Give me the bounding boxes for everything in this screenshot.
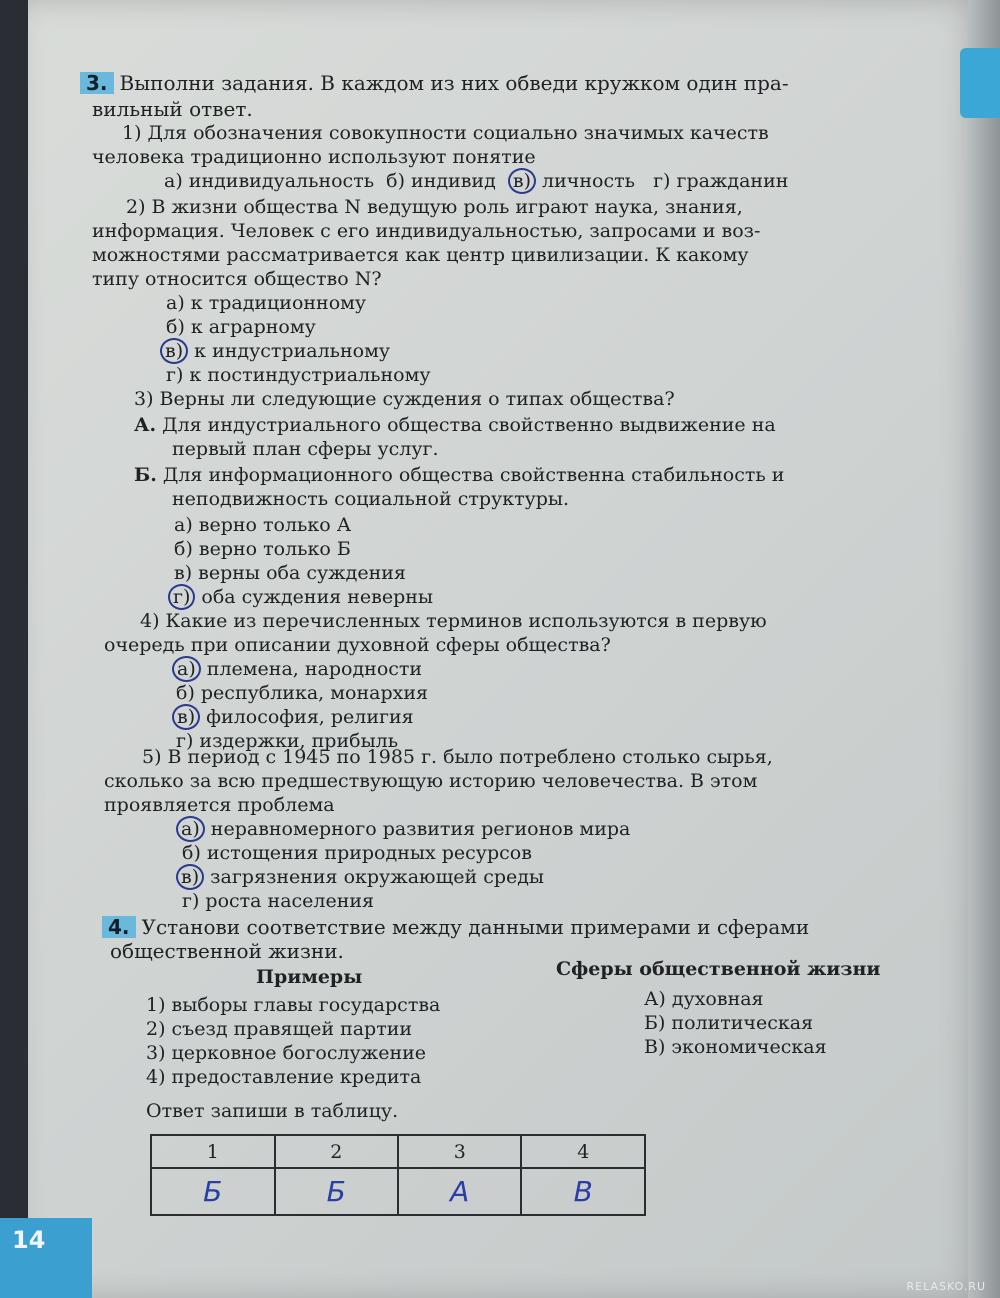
answer-table	[150, 1134, 646, 1216]
q3-statement-b-line1: Б. Для информационного общества свойственна стабильность и	[134, 464, 785, 486]
page-number: 14	[0, 1218, 92, 1298]
q4-option-d: г) издержки, прибыль	[176, 730, 399, 752]
q1-line2: человека традиционно используют понятие	[92, 146, 536, 168]
q2-option-a: а) к традиционному	[166, 292, 367, 314]
task4-intro-line2: общественной жизни.	[110, 939, 344, 963]
q3-option-c: в) верны оба суждения	[174, 562, 406, 584]
corner-tab	[960, 48, 1000, 118]
circled-answer: в)	[160, 338, 188, 364]
q2-option-b: б) к аграрному	[166, 316, 316, 338]
task4-number: 4.	[102, 916, 136, 938]
q2-line3: можностями рассматривается как центр цивилизации. К какому	[92, 244, 749, 266]
circled-answer: а)	[176, 816, 205, 842]
q2-option-c: в) к индустриальному	[160, 340, 390, 362]
q5-option-a: а) неравномерного развития регионов мира	[176, 818, 630, 840]
q3-statement-b-line2: неподвижность социальной структуры.	[172, 488, 570, 510]
task4-intro-line1: 4. Установи соответствие между данными примерами и сферами	[102, 916, 809, 938]
example-item-1: 1) выборы главы государства	[146, 994, 441, 1016]
answer-prompt: Ответ запиши в таблицу.	[146, 1100, 399, 1122]
answer-cell[interactable]: Б	[275, 1168, 399, 1215]
q2-line4: типу относится общество N?	[92, 268, 382, 290]
q5-line2: сколько за всю предшествующую историю человечества. В этом	[104, 770, 758, 792]
page-edge	[968, 0, 1000, 1298]
q5-option-d: г) роста населения	[182, 890, 375, 912]
q5-line1: 5) В период с 1945 по 1985 г. было потреблено столько сырья,	[142, 746, 773, 768]
q3-line1: 3) Верны ли следующие суждения о типах общества?	[134, 388, 675, 410]
sphere-item-b: Б) политическая	[644, 1012, 814, 1034]
q5-option-c: в) загрязнения окружающей среды	[176, 866, 544, 888]
answer-cell[interactable]: Б	[151, 1168, 275, 1215]
q3-option-b: б) верно только Б	[174, 538, 351, 560]
circled-answer: в)	[176, 864, 204, 890]
circled-answer: а)	[172, 656, 201, 682]
answer-cell[interactable]: А	[398, 1168, 521, 1215]
answer-cell[interactable]: В	[521, 1168, 645, 1215]
q4-line1: 4) Какие из перечисленных терминов используются в первую	[140, 610, 767, 632]
watermark: RELASKO.RU	[906, 1280, 986, 1293]
task3-intro-line1: 3. Выполни задания. В каждом из них обведи кружком один пра-	[80, 72, 789, 94]
task3-number: 3.	[80, 72, 114, 94]
sphere-item-a: А) духовная	[644, 988, 764, 1010]
q3-option-d: г) оба суждения неверны	[168, 586, 433, 608]
table-row	[151, 1135, 645, 1168]
task3-intro-line2: вильный ответ.	[92, 97, 253, 121]
q4-option-c: в) философия, религия	[172, 706, 414, 728]
q4-line2: очередь при описании духовной сферы общества?	[104, 634, 611, 656]
table-header-cell: 4	[521, 1135, 645, 1168]
q1-options: а) индивидуальность б) индивид в) личность г) гражданин	[164, 170, 789, 192]
circled-answer: в)	[172, 704, 200, 730]
table-header-cell: 3	[398, 1135, 521, 1168]
q2-line2: информация. Человек с его индивидуальностью, запросами и воз-	[92, 220, 761, 242]
q3-option-a: а) верно только А	[174, 514, 352, 536]
q1-line1: 1) Для обозначения совокупности социально значимых качеств	[122, 122, 769, 144]
q3-statement-a-line1: А. Для индустриального общества свойственно выдвижение на	[134, 414, 776, 436]
q4-option-b: б) республика, монархия	[176, 682, 428, 704]
sphere-item-c: В) экономическая	[644, 1036, 827, 1058]
example-item-4: 4) предоставление кредита	[146, 1066, 422, 1088]
circled-answer: г)	[168, 584, 195, 610]
q5-line3: проявляется проблема	[104, 794, 335, 816]
circled-answer: в)	[508, 168, 536, 194]
example-item-3: 3) церковное богослужение	[146, 1042, 427, 1064]
table-header-cell: 1	[151, 1135, 275, 1168]
q4-option-a: а) племена, народности	[172, 658, 422, 680]
table-header-cell: 2	[275, 1135, 399, 1168]
table-row	[151, 1168, 645, 1215]
q5-option-b: б) истощения природных ресурсов	[182, 842, 532, 864]
example-item-2: 2) съезд правящей партии	[146, 1018, 413, 1040]
spheres-header: Сферы общественной жизни	[556, 958, 881, 980]
q2-line1: 2) В жизни общества N ведущую роль играют наука, знания,	[126, 196, 743, 218]
q3-statement-a-line2: первый план сферы услуг.	[172, 438, 439, 460]
q2-option-d: г) к постиндустриальному	[166, 364, 431, 386]
examples-header: Примеры	[256, 966, 363, 988]
